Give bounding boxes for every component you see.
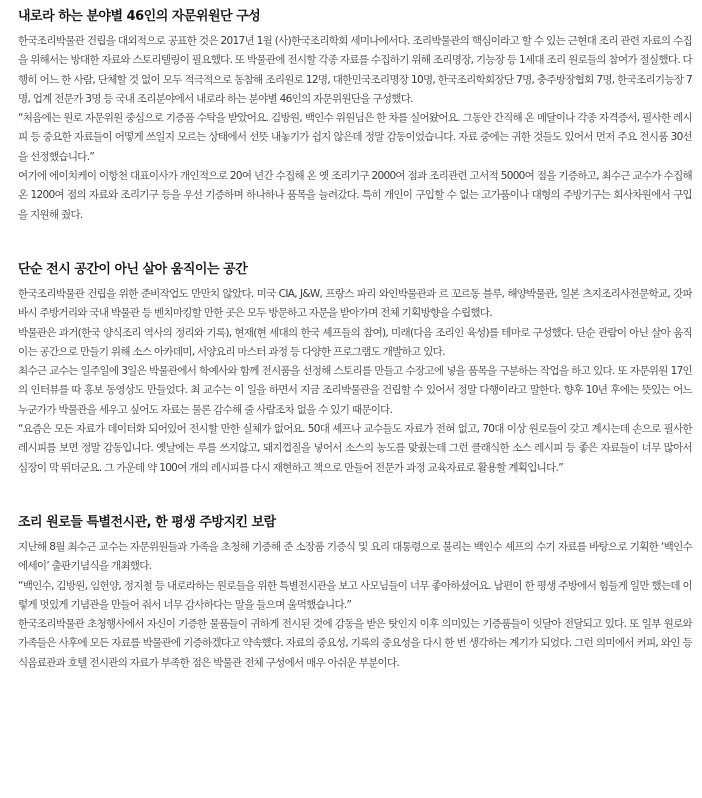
paragraph: 지난해 8월 최수근 교수는 자문위원들과 가족을 초청해 기증해 준 소장품 기증식 및 요리 대통령으로 불리는 백인수 셰프의 수기 자료를 바탕으로 기획한 ‘백인수 에세이’ 출판기념식을 개최했다.: [18, 540, 692, 573]
paragraph: 한국조리박물관 초청행사에서 자신이 기증한 물품들이 귀하게 전시된 것에 감동을 받은 탓인지 이후 의미있는 기증품들이 잇달아 전달되고 있다. 또 일부 원로와 가족들은 사후에 모든 자료를 박물관에 기증하겠다고 약속했다. 자료의 중요성, 기록의 중요성을 다시 한 번 생각하는 계기가 되었다. 그런 의미에서 커피, 와인 등 식음료관과 호텔 전시관의 자료가 부족한 점은 박물관 전체 구성에서 매우 아쉬운 부분이다.: [18, 618, 692, 669]
paragraph: 여기에 에이치케이 이항천 대표이사가 개인적으로 20여 년간 수집해 온 옛 조리기구 2000여 점과 조리관련 고서적 5000여 점을 기증하고, 최수근 교수가 수집해 온 1200여 점의 자료와 조리기구 등을 우선 기증하며 하나하나 품목을 늘려갔다. 특히 개인이 구입할 수 없는 고가품이나 대형의 주방기구는 회사차원에서 구입을 지원해 줬다.: [18, 170, 692, 221]
paragraph: 최수근 교수는 일주일에 3일은 박물관에서 학예사와 함께 전시품을 선정해 스토리를 만들고 수장고에 넣을 품목을 구분하는 작업을 하고 있다. 또 자문위원 17인의 인터뷰를 따 홍보 동영상도 만들었다. 최 교수는 이 일을 하면서 지금 조리박물관을 건립할 수 있어서 정말 다행이라고 말한다. 향후 10년 후에는 뜻있는 어느 누군가가 박물관을 세우고 싶어도 자료는 물론 감수해 줄 사람조차 없을 수 있기 때문이다.: [18, 365, 692, 416]
quote-paragraph: “백인수, 김방원, 임헌양, 정지철 등 내로라하는 원로들을 위한 특별전시관을 보고 사모님들이 너무 좋아하셨어요. 남편이 한 평생 주방에서 힘들게 일만 했는데 이렇게 멋있게 기념관을 만들어 줘서 너무 감사하다는 말을 들으며 울먹했습니다.”: [18, 579, 692, 611]
section-heading: 단순 전시 공간이 아닌 살아 움직이는 공간: [18, 261, 248, 277]
section-living-space: [18, 261, 692, 478]
quote-paragraph: “처음에는 원로 자문위원 중심으로 기증품 수탁을 받았어요. 김방원, 백인수 위원님은 한 차를 실어왔어요. 그동안 간직해 온 메달이나 각종 자격증서, 필사한 레시피 등 중요한 자료들이 어떻게 쓰일지 모르는 상태에서 선뜻 내놓기가 쉽지 않은데 정말 감동이었습니다. 자료 중에는 귀한 것들도 있어서 먼저 주요 전시품 30선을 선정했습니다.”: [18, 112, 692, 163]
paragraph: 박물관은 과거(한국 양식조리 역사의 정리와 기록), 현재(현 세대의 한국 셰프들의 참여), 미래(다음 조리인 육성)를 테마로 구성했다. 단순 관람이 아닌 살아 움직이는 공간으로 만들기 위해 소스 아카데미, 서양요리 마스터 과정 등 다양한 프로그램도 개발하고 있다.: [18, 326, 692, 358]
section-heading: 내로라 하는 분야별 46인의 자문위원단 구성: [18, 9, 261, 24]
section-heading: 조리 원로들 특별전시관, 한 평생 주방지킨 보람: [18, 514, 276, 530]
paragraph: 한국조리박물관 건립을 대외적으로 공표한 것은 2017년 1월 (사)한국조리학회 세미나에서다. 조리박물관의 핵심이라고 할 수 있는 근현대 조리 관련 자료의 수집을 위해서는 방대한 자료와 스토리텔링이 필요했다. 또 박물관에 전시할 각종 자료를 수집하기 위해 조리명장, 기능장 등 1세대 조리 원로들의 참여가 절실했다. 다행히 어느 한 사람, 단체할 것 없이 모두 적극적으로 동참해 조리원로 12명, 대한민국조리명장 10명, 한국조리학회장단 7명, 충주방장협회 7명, 한국조리기능장 7명, 업계 전문가 3명 등 국내 조리분야에서 내로라 하는 분야별 46인의 자문위원단을 구성했다.: [18, 35, 692, 105]
section-advisory-committee: [18, 8, 692, 225]
paragraph: 한국조리박물관 건립을 위한 준비작업도 만만치 않았다. 미국 CIA, J&W, 프랑스 파리 와인박물관과 르 꼬르동 블루, 해양박물관, 일본 츠지조리사전문학교, 갓파바시 주방거리와 국내 박물관 등 벤치마킹할 만한 곳은 모두 방문하고 자문을 받아가며 전체 기획방향을 수립했다.: [18, 287, 692, 320]
section-special-exhibition: [18, 514, 692, 673]
quote-paragraph: “요즘은 모든 자료가 데이터화 되어있어 전시할 만한 실체가 없어요. 50대 셰프나 교수들도 자료가 전혀 없고, 70대 이상 원로들이 갖고 계시는데 손으로 필사한 레시피를 보면 정말 감동입니다. 옛날에는 루를 쓰지않고, 돼지껍질을 넣어서 소스의 농도를 맞췄는데 그런 클래식한 소스 레시피 등 좋은 자료들이 너무 많아서 심장이 막 뛰더군요. 그 가운데 약 100여 개의 레시피를 다시 재현하고 책으로 만들어 전문가 과정 교육자료로 활용할 계획입니다.”: [18, 423, 692, 474]
